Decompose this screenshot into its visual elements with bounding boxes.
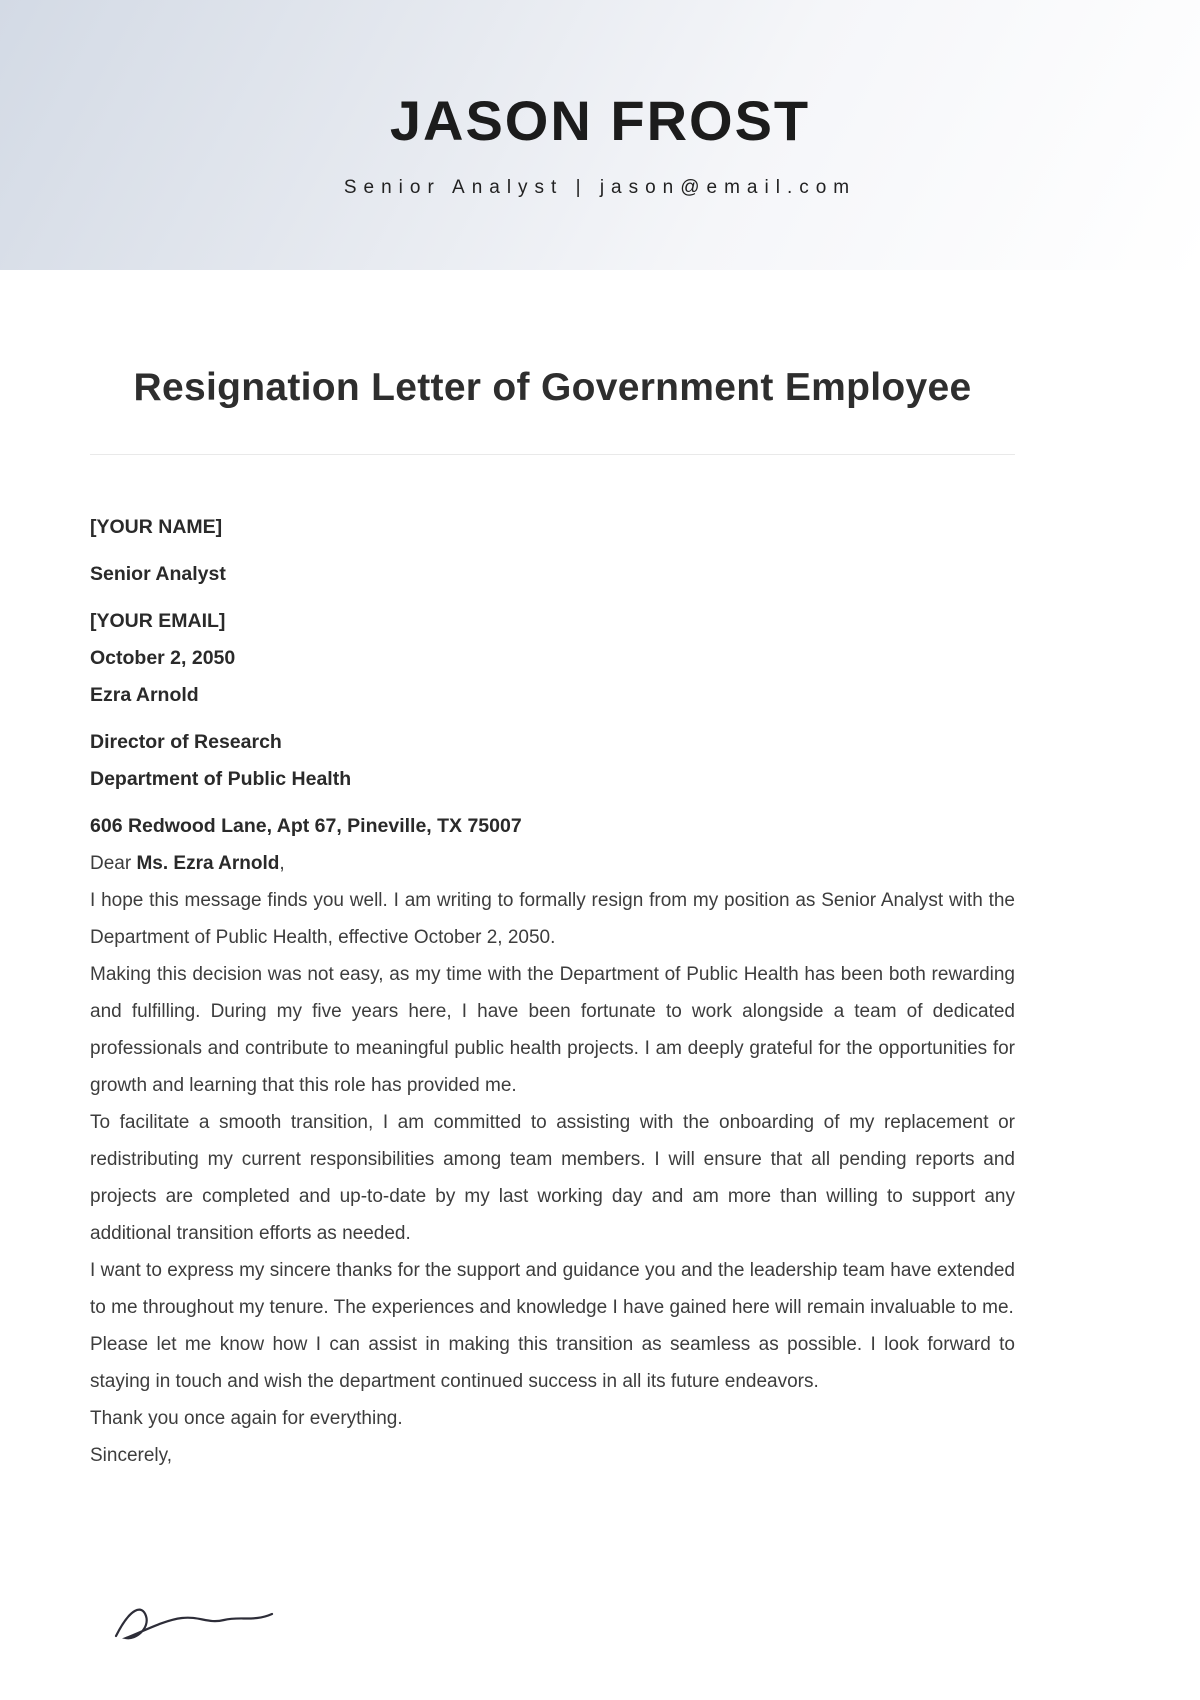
info-line-address: 606 Redwood Lane, Apt 67, Pineville, TX 75007 (90, 815, 522, 837)
info-line-recipient-title: Director of Research (90, 731, 282, 753)
info-line-department: Department of Public Health (90, 768, 352, 790)
signature-image (112, 1602, 1015, 1642)
paragraph-thanks: I want to express my sincere thanks for the support and guidance you and the leadership team have extended to me throughout my tenure. The experiences and knowledge I have gained here will remain invaluable to me. (90, 1260, 1015, 1318)
info-line-your-name: [YOUR NAME] (90, 516, 223, 538)
divider (90, 454, 1015, 455)
sender-subtitle: Senior Analyst | jason@email.com (343, 177, 857, 198)
info-line-your-email: [YOUR EMAIL] (90, 610, 226, 632)
recipient-info-block (90, 509, 1015, 845)
paragraph-opening: I hope this message finds you well. I am writing to formally resign from my position as Senior Analyst with the Department of Public Health, effective October 2, 2050. (90, 890, 1015, 948)
salutation-prefix: Dear (90, 853, 137, 874)
sender-name: JASON FROST (389, 89, 811, 152)
paragraph-closing: Please let me know how I can assist in making this transition as seamless as possible. I look forward to staying in touch and wish the department continued success in all its future endeavors. (90, 1334, 1015, 1392)
signature-stroke-icon (112, 1602, 292, 1642)
paragraph-thank-you: Thank you once again for everything. (90, 1408, 403, 1429)
closing-sincerely: Sincerely, (90, 1445, 173, 1466)
document-title: Resignation Letter of Government Employee (133, 366, 972, 409)
paragraph-gratitude: Making this decision was not easy, as my time with the Department of Public Health has been both rewarding and fulfilling. During my five years here, I have been fortunate to work alongside a team of dedicated professionals and contribute to meaningful public health projects. I am deeply grateful for the opportunities for growth and learning that this role has provided me. (90, 964, 1015, 1096)
letter-content (90, 366, 1015, 1642)
info-line-job-title: Senior Analyst (90, 563, 226, 585)
salutation-suffix: , (279, 853, 285, 874)
info-line-date: October 2, 2050 (90, 647, 236, 669)
salutation-name: Ms. Ezra Arnold (136, 853, 280, 874)
letterhead (0, 0, 1200, 270)
salutation (90, 845, 1015, 882)
info-line-recipient-name: Ezra Arnold (90, 684, 199, 706)
paragraph-transition: To facilitate a smooth transition, I am committed to assisting with the onboarding of my replacement or redistributing my current responsibilities among team members. I will ensure that all pending reports and projects are completed and up-to-date by my last working day and am more than willing to support any additional transition efforts as needed. (90, 1112, 1015, 1244)
